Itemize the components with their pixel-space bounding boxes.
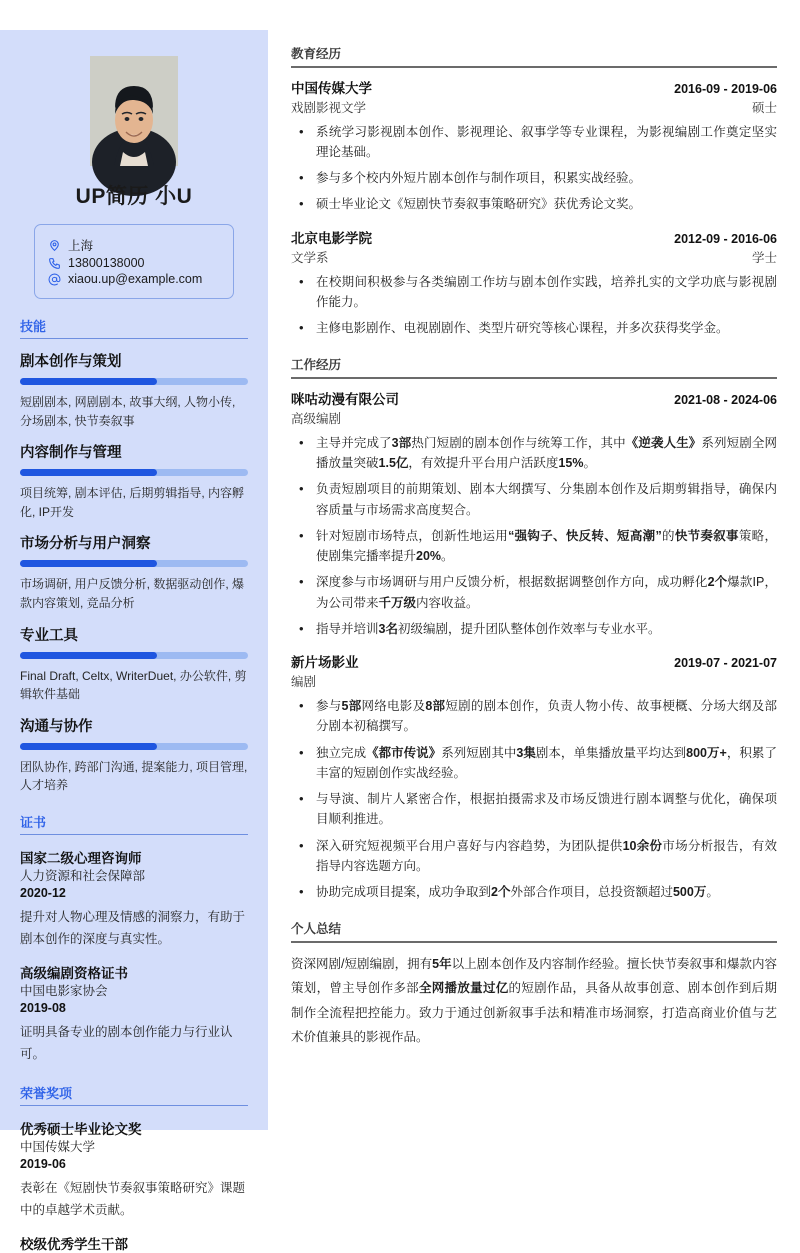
company-name: 新片场影业 xyxy=(291,655,359,671)
work-date: 2021-08 - 2024-06 xyxy=(674,392,777,407)
work-bullet: • 针对短剧市场特点，创新性地运用“强钩子、快反转、短高潮”的快节奏叙事策略，使剧集完播率提升20%。 xyxy=(291,526,777,567)
education-bullet: • 系统学习影视剧本创作、影视理论、叙事学等专业课程，为影视编剧工作奠定坚实理论基础。 xyxy=(291,122,777,163)
major: 戏剧影视文学 xyxy=(291,100,367,115)
credential-date: 2020-12 xyxy=(20,885,66,900)
work-bullet: • 独立完成《都市传说》系列短剧其中3集剧本，单集播放量平均达到800万+，积累了丰富的短剧创作实战经验。 xyxy=(291,743,777,784)
summary-section xyxy=(291,919,777,1049)
summary-heading: 个人总结 xyxy=(291,922,342,937)
education-bullet: • 参与多个校内外短片剧本创作与制作项目，积累实战经验。 xyxy=(291,168,777,188)
credential-org: 中国传媒大学 xyxy=(20,1139,96,1154)
skill-name: 剧本创作与策划 xyxy=(20,354,122,370)
work-date: 2019-07 - 2021-07 xyxy=(674,656,777,671)
skill-item xyxy=(20,532,248,612)
education-bullet: • 硕士毕业论文《短剧快节奏叙事策略研究》获优秀论文奖。 xyxy=(291,194,777,214)
skill-bar-track xyxy=(20,652,248,659)
summary-divider xyxy=(291,941,777,943)
contact-phone-value: 13800138000 xyxy=(68,256,145,270)
contact-email xyxy=(47,272,221,286)
awards-section xyxy=(20,1083,248,1253)
school-name: 北京电影学院 xyxy=(291,230,372,246)
photo-container xyxy=(20,56,248,166)
work-bullet: • 协助完成项目提案，成功争取到2个外部合作项目，总投资额超过500万。 xyxy=(291,882,777,902)
work-bullet: • 与导演、制片人紧密合作，根据拍摄需求及市场反馈进行剧本调整与优化，确保项目顺利推进。 xyxy=(291,789,777,830)
education-bullet: • 在校期间积极参与各类编剧工作坊与剧本创作实践，培养扎实的文学功底与影视剧作能力。 xyxy=(291,272,777,313)
work-bullet: • 主导并完成了3部热门短剧的剧本创作与统筹工作，其中《逆袭人生》系列短剧全网播放量突破1.5亿，有效提升平台用户活跃度15%。 xyxy=(291,433,777,474)
skill-bar-track xyxy=(20,378,248,385)
credential-desc: 表彰在《短剧快节奏叙事策略研究》课题中的卓越学术贡献。 xyxy=(20,1180,246,1217)
credential-item xyxy=(20,962,248,1066)
skill-bar-fill xyxy=(20,743,157,750)
skill-bar-fill xyxy=(20,652,157,659)
credential-item xyxy=(20,847,248,951)
credential-org: 人力资源和社会保障部 xyxy=(20,868,146,883)
awards-divider xyxy=(20,1105,248,1106)
certificates-divider xyxy=(20,834,248,835)
work-entry xyxy=(291,388,777,639)
work-divider xyxy=(291,377,777,379)
awards-heading: 荣誉奖项 xyxy=(20,1085,73,1101)
sidebar xyxy=(0,30,268,1253)
credential-date: 2019-08 xyxy=(20,1001,66,1016)
certificates-heading: 证书 xyxy=(20,814,47,830)
credential-date: 2019-06 xyxy=(20,1156,66,1171)
education-bullet: • 主修电影剧作、电视剧剧作、类型片研究等核心课程，并多次获得奖学金。 xyxy=(291,318,777,338)
work-bullets xyxy=(291,433,777,639)
skill-name: 内容制作与管理 xyxy=(20,445,122,462)
credential-title: 高级编剧资格证书 xyxy=(20,966,128,982)
work-entry xyxy=(291,651,777,902)
work-heading: 工作经历 xyxy=(291,358,342,373)
main-content xyxy=(291,44,777,1067)
work-bullet: • 深度参与市场调研与用户反馈分析，根据数据调整创作方向，成功孵化2个爆款IP，为公司带来千万级内容收益。 xyxy=(291,572,777,613)
skills-heading: 技能 xyxy=(20,319,47,334)
skill-name: 沟通与协作 xyxy=(20,718,93,735)
education-section xyxy=(291,44,777,338)
credential-desc: 提升对人物心理及情感的洞察力，有助于剧本创作的深度与真实性。 xyxy=(20,909,246,946)
skills-section xyxy=(20,316,248,795)
skill-keywords: 市场调研, 用户反馈分析, 数据驱动创作, 爆款内容策划, 竞品分析 xyxy=(20,577,245,610)
credential-title: 优秀硕士毕业论文奖 xyxy=(20,1121,142,1137)
credential-desc: 证明具备专业的剧本创作能力与行业认可。 xyxy=(20,1025,233,1062)
contact-card xyxy=(34,224,234,299)
page-title: UP简历 小U xyxy=(75,185,193,208)
credential-title: 校级优秀学生干部 xyxy=(20,1237,128,1253)
education-entry xyxy=(291,77,777,215)
skill-name: 市场分析与用户洞察 xyxy=(20,536,151,553)
skill-keywords: 项目统筹, 剧本评估, 后期剪辑指导, 内容孵化, IP开发 xyxy=(20,486,245,519)
education-heading: 教育经历 xyxy=(291,47,342,61)
skill-bar-fill xyxy=(20,560,157,567)
skill-item xyxy=(20,441,248,521)
education-bullets xyxy=(291,272,777,339)
work-section xyxy=(291,355,777,902)
major: 文学系 xyxy=(291,250,329,265)
work-bullet: • 指导并培训3名初级编剧，提升团队整体创作效率与专业水平。 xyxy=(291,619,777,639)
skill-name: 专业工具 xyxy=(20,627,78,644)
portrait-photo-icon xyxy=(90,56,178,166)
skill-bar-fill xyxy=(20,469,157,476)
work-bullets xyxy=(291,696,777,902)
degree: 硕士 xyxy=(751,100,777,115)
work-bullet: • 负责短剧项目的前期策划、剧本大纲撰写、分集剧本创作及后期剪辑指导，确保内容质量与市场需求高度契合。 xyxy=(291,479,777,520)
phone-icon xyxy=(47,256,61,270)
job-title: 编剧 xyxy=(291,675,317,690)
credential-item xyxy=(20,1118,248,1222)
skill-bar-track xyxy=(20,560,248,567)
education-entry xyxy=(291,227,777,339)
skill-keywords: 短剧剧本, 网剧剧本, 故事大纲, 人物小传, 分场剧本, 快节奏叙事 xyxy=(20,395,236,428)
skill-keywords: 团队协作, 跨部门沟通, 提案能力, 项目管理, 人才培养 xyxy=(20,759,248,793)
skill-item xyxy=(20,350,248,430)
work-bullet: • 参与5部网络电影及8部短剧的剧本创作，负责人物小传、故事梗概、分场大纲及部分剧本初稿撰写。 xyxy=(291,696,777,737)
education-divider xyxy=(291,66,777,68)
skill-keywords: Final Draft, Celtx, WriterDuet, 办公软件, 剪辑软件基础 xyxy=(20,668,247,702)
school-name: 中国传媒大学 xyxy=(291,80,372,96)
skill-bar-track xyxy=(20,469,248,476)
credential-title: 国家二级心理咨询师 xyxy=(20,850,142,866)
skill-item xyxy=(20,715,248,795)
email-at-icon xyxy=(47,272,61,286)
credential-org: 中国电影家协会 xyxy=(20,984,108,999)
certificates-section xyxy=(20,812,248,1066)
contact-email-value: xiaou.up@example.com xyxy=(68,272,203,286)
contact-location xyxy=(47,236,221,254)
credential-item xyxy=(20,1233,248,1253)
contact-phone xyxy=(47,256,221,270)
education-date: 2016-09 - 2019-06 xyxy=(674,81,777,96)
education-date: 2012-09 - 2016-06 xyxy=(674,231,777,246)
contact-location-value: 上海 xyxy=(68,239,94,253)
skills-divider xyxy=(20,338,248,339)
work-bullet: • 深入研究短视频平台用户喜好与内容趋势，为团队提供10余份市场分析报告，有效指导内容选题方向。 xyxy=(291,836,777,877)
summary-text: 资深网剧/短剧编剧，拥有5年以上剧本创作及内容制作经验。擅长快节奏叙事和爆款内容策划，曾主导创作多部全网播放量过亿的短剧作品，具备从故事创意、剧本创作到后期制作全流程把控能力。致力于通过创新叙事手法和精准市场洞察，打造高商业价值与艺术价值兼具的影视作品。 xyxy=(291,957,777,1045)
location-pin-icon xyxy=(47,238,61,252)
education-bullets xyxy=(291,122,777,215)
skill-item xyxy=(20,624,248,704)
company-name: 咪咕动漫有限公司 xyxy=(291,391,399,407)
job-title: 高级编剧 xyxy=(291,411,342,426)
degree: 学士 xyxy=(751,250,777,265)
skill-bar-fill xyxy=(20,378,157,385)
skill-bar-track xyxy=(20,743,248,750)
